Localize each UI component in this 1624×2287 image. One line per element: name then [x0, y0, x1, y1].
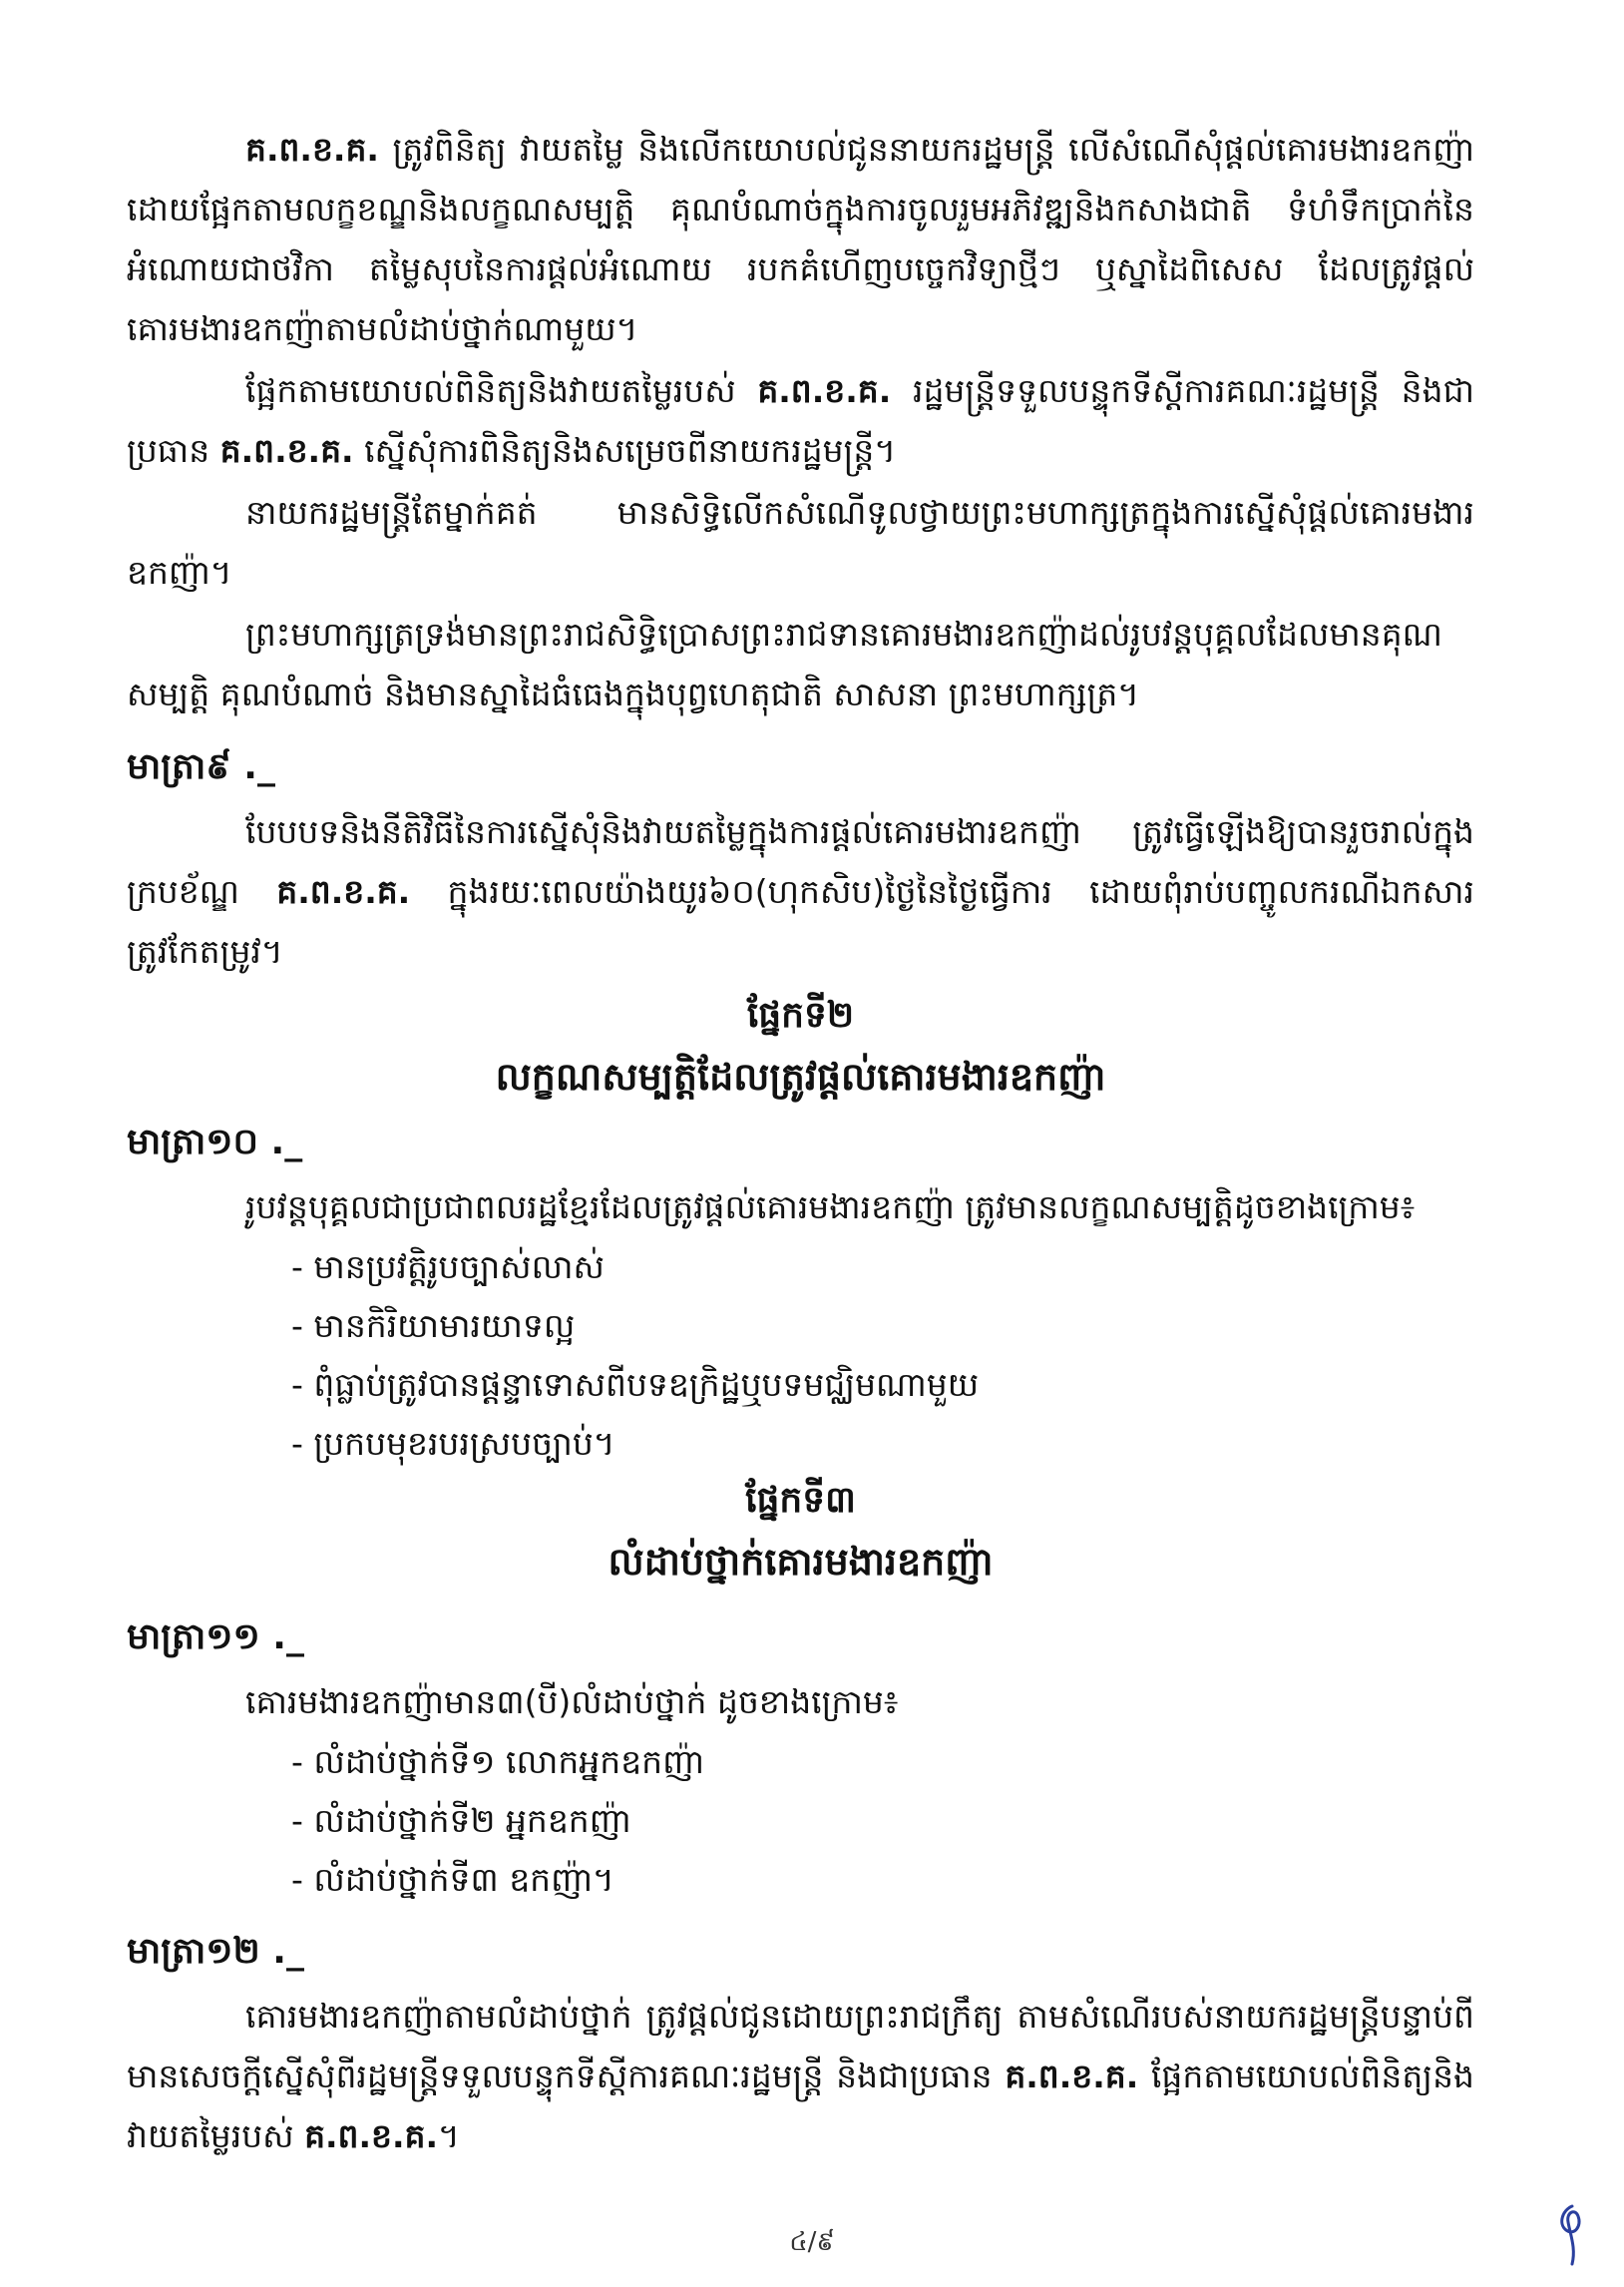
- page-number: ៤/៩: [789, 2227, 835, 2257]
- article-11-list: [127, 1732, 1474, 1909]
- intro-text: ត្រូវពិនិត្យ វាយតម្លៃ និងលើកយោបល់ជូននាយករដ្ឋមន្ត្រី លើសំណើសុំផ្តល់គោរមងារឧកញ៉ា ដោយផ្អែកតាមលក្ខខណ្ឌនិងលក្ខណសម្បត្តិ គុណបំណាច់ក្នុងការចូលរួមអភិវឌ្ឍនិងកសាងជាតិ ទំហំទឹកប្រាក់នៃអំណោយជាថវិកា តម្លៃសុបនៃការផ្តល់អំណោយ របកគំហើញបច្ចេកវិទ្យាថ្មីៗ ឬស្នាដៃពិសេស ដែលត្រូវផ្តល់គោរមងារឧកញ៉ាតាមលំដាប់ថ្នាក់ណាមួយ។: [127, 130, 1474, 348]
- list-item: - លំដាប់ថ្នាក់ទី១ លោកអ្នកឧកញ៉ា: [291, 1742, 704, 1781]
- intro-text: ផ្អែកតាមយោបល់ពិនិត្យនិងវាយតម្លៃរបស់: [245, 371, 758, 410]
- article-9-heading: មាត្រា៩ ._: [127, 746, 275, 787]
- committee-code: គ.ព.ខ.គ.: [1005, 2057, 1139, 2095]
- list-item: - លំដាប់ថ្នាក់ទី៣ ឧកញ៉ា។: [291, 1860, 614, 1899]
- article-11-heading: មាត្រា១១ ._: [127, 1616, 304, 1657]
- intro-paragraph-3: នាយករដ្ឋមន្ត្រីតែម្នាក់គត់ មានសិទ្ធិលើកសំណើទូលថ្វាយព្រះមហាក្សត្រក្នុងការស្នើសុំផ្តល់គោរមងារឧកញ៉ា។: [127, 493, 1474, 592]
- article-text: បែបបទនិងនីតិវិធីនៃការស្នើសុំនិងវាយតម្លៃក្នុងការផ្តល់គោរមងារឧកញ៉ា ត្រូវធ្វើឡើងឱ្យបានរួចរាល់ក្នុងក្របខ័ណ្ឌ: [127, 812, 1474, 911]
- article-10-text: រូបវន្តបុគ្គលជាប្រជាពលរដ្ឋខ្មែរដែលត្រូវផ្តល់គោរមងារឧកញ៉ា ត្រូវមានលក្ខណសម្បត្តិដូចខាងក្រោម៖: [245, 1187, 1416, 1226]
- intro-text: ស្នើសុំការពិនិត្យនិងសម្រេចពីនាយករដ្ឋមន្ត្រី។: [353, 431, 897, 470]
- list-item: - ពុំធ្លាប់ត្រូវបានផ្តន្ទាទោសពីបទឧក្រិដ្ឋឬបទមជ្ឈិមណាមួយ: [291, 1365, 980, 1404]
- article-11-text: គោរមងារឧកញ៉ាមាន៣(បី)លំដាប់ថ្នាក់ ដូចខាងក្រោម៖: [245, 1682, 899, 1721]
- article-text: ក្នុងរយៈពេលយ៉ាងយូរ៦០(ហុកសិប)ថ្ងៃនៃថ្ងៃធ្វើការ ដោយពុំរាប់បញ្ចូលករណីឯកសារត្រូវកែតម្រូវ។: [127, 872, 1474, 971]
- intro-paragraph-4: ព្រះមហាក្សត្រទ្រង់មានព្រះរាជសិទ្ធិប្រោសព្រះរាជទានគោរមងារឧកញ៉ាដល់រូបវន្តបុគ្គលដែលមានគុណសម្បត្តិ គុណបំណាច់ និងមានស្នាដៃធំធេងក្នុងបុព្វហេតុជាតិ សាសនា ព្រះមហាក្សត្រ។: [127, 615, 1442, 713]
- article-text: ផ្អែកតាមយោបល់ពិនិត្យនិងវាយតម្លៃរបស់: [127, 2057, 1474, 2155]
- intro-paragraph-1: [127, 120, 1474, 359]
- chapter-3-label: ផ្នែកទី៣: [745, 1480, 856, 1521]
- chapter-3-title: លំដាប់ថ្នាក់គោរមងារឧកញ៉ា: [608, 1540, 994, 1584]
- article-12-text: [127, 1987, 1474, 2166]
- intro-text: រដ្ឋមន្ត្រីទទួលបន្ទុកទីស្តីការគណៈរដ្ឋមន្ត្រី និងជាប្រធាន: [127, 371, 1474, 470]
- intro-paragraph-2: [127, 361, 1474, 481]
- committee-code: គ.ព.ខ.គ.: [245, 130, 379, 169]
- article-10-heading: មាត្រា១០ ._: [127, 1122, 303, 1162]
- handwritten-initial: [1552, 2200, 1588, 2270]
- list-item: - មានកិរិយាមារយាទល្អ: [291, 1306, 576, 1345]
- list-item: - មានប្រវត្តិរូបច្បាស់លាស់: [291, 1247, 605, 1286]
- committee-code: គ.ព.ខ.គ.: [304, 2116, 439, 2155]
- article-text: ។: [438, 2116, 460, 2155]
- committee-code: គ.ព.ខ.គ.: [757, 371, 892, 410]
- list-item: - ប្រកបមុខរបរស្របច្បាប់។: [291, 1424, 615, 1463]
- article-9-text: [127, 802, 1474, 982]
- committee-code: គ.ព.ខ.គ.: [219, 431, 354, 470]
- article-text: គោរមងារឧកញ៉ាតាមលំដាប់ថ្នាក់ ត្រូវផ្តល់ជូនដោយព្រះរាជក្រឹត្យ តាមសំណើរបស់នាយករដ្ឋមន្ត្រីបន្ទាប់ពីមានសេចក្តីស្នើសុំពីរដ្ឋមន្ត្រីទទួលបន្ទុកទីស្តីការគណៈរដ្ឋមន្ត្រី និងជាប្រធាន: [127, 1997, 1474, 2095]
- committee-code: គ.ព.ខ.គ.: [276, 872, 411, 911]
- chapter-2-title: លក្ខណសម្បត្តិដែលត្រូវផ្តល់គោរមងារឧកញ៉ា: [495, 1055, 1106, 1099]
- article-12-heading: មាត្រា១២ ._: [127, 1931, 304, 1972]
- list-item: - លំដាប់ថ្នាក់ទី២ អ្នកឧកញ៉ា: [291, 1801, 631, 1840]
- chapter-2-label: ផ្នែកទី២: [746, 995, 855, 1036]
- article-10-list: [127, 1237, 1474, 1473]
